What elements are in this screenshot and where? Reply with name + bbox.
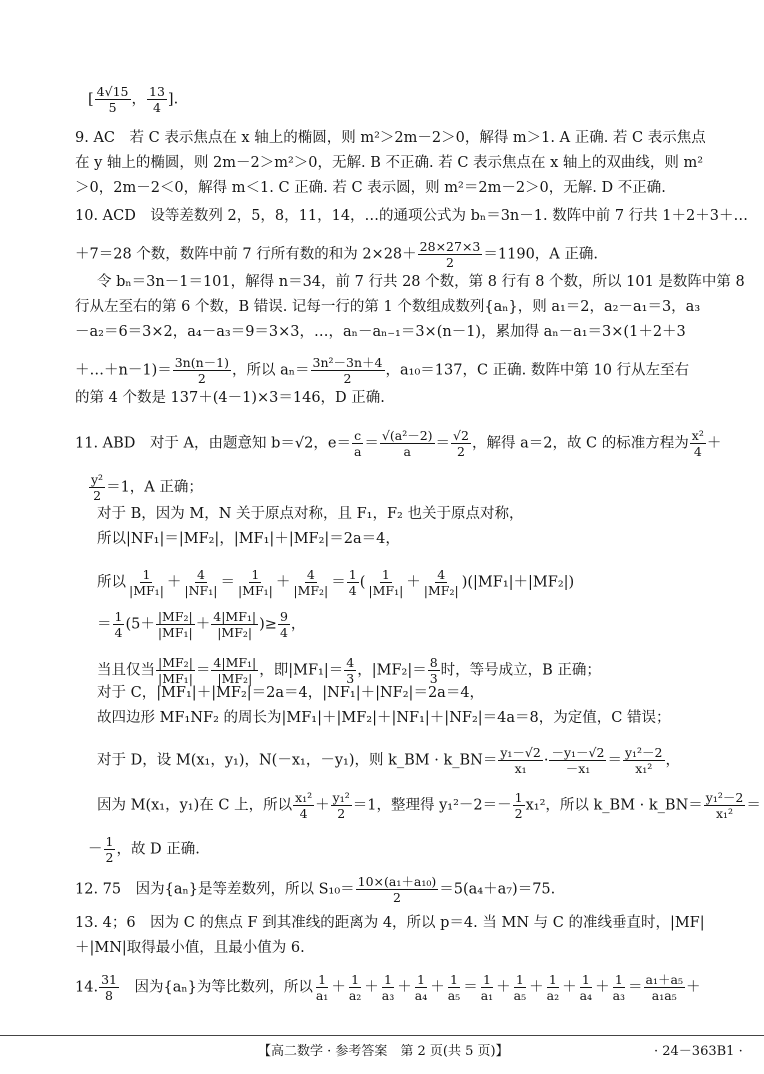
fraction: $\frac{4√15}{5}$ [96,84,129,115]
fraction: $\frac{1}{4}$ [348,567,357,598]
q11-line-5: 所以 $\frac{1}{\text{|MF₁|}}$ ＋ $\frac{4}{\text{|NF₁|}}$ ＝ $\frac{1}{\text{|MF₁|}}$ ＋ $\frac{4}{\text{|MF₂|}}$ ＝ $\frac{1}{4}$ ( $\frac{1}{\text{|MF₁|}}$ ＋ $\frac{4}{\text{|MF₂|}}$ )(|MF₁|＋|MF₂|) [97,567,575,598]
q11-line-10: 对于 D，设 M(x₁，y₁)，N(－x₁，－y₁)，则 k_BM · k_BN＝ $\frac{\text{y₁－√2}}{\text{x₁}}$ · $\frac{\text{－y₁－√2}}{\text{－x₁}}$ ＝ $\frac{\text{y₁²－2}}{\text{x₁²}}$ ， [97,745,681,776]
fraction: $\frac{4}{\text{|MF₂|}}$ [293,567,329,598]
fraction: $\frac{1}{\text{|MF₁|}}$ [129,567,164,598]
fraction: $\frac{4}{3}$ [346,655,355,686]
q9-line-2: 在 y 轴上的椭圆，则 2m－2＞m²＞0，无解. B 不正确. 若 C 表示焦点在 x 轴上的双曲线，则 m² [75,155,704,171]
fraction: $\frac{1}{\text{|MF₁|}}$ [368,567,404,598]
footer-code: · 24－363B1 · [654,1044,743,1059]
q11-line-3: 对于 B，因为 M，N 关于原点对称，且 F₁，F₂ 也关于原点对称， [97,506,524,522]
footer-title: 【高二数学 · 参考答案 第 2 页(共 5 页)】 [258,1044,509,1059]
fraction: $\frac{\text{10×(a₁＋a₁₀)}}{2}$ [357,874,437,905]
fraction: $\frac{4}{\text{|NF₁|}}$ [184,567,218,598]
fraction: $\frac{3n(n-1)}{2}$ [174,355,229,386]
q13-line-2: ＋|MN|取得最小值，且最小值为 6. [75,940,305,956]
fraction: $\frac{\text{4|MF₁|}}{\text{|MF₂|}}$ [213,609,257,640]
q14-line: 14. $\frac{31}{8}$ 因为{aₙ}为等比数列，所以 $\frac{1}{\text{a₁}}$ ＋ $\frac{1}{\text{a₂}}$ ＋ $\frac{1}{\text{a₃}}$ ＋ $\frac{1}{\text{a₄}}$ ＋ $\frac{1}{\text{a₅}}$ ＝ $\frac{1}{\text{a₁}}$ ＋ $\frac{1}{\text{a₅}}$ ＋ $\frac{1}{\text{a₂}}$ ＋ $\frac{1}{\text{a₄}}$ ＋ $\frac{1}{\text{a₃}}$ ＝ $\frac{\text{a₁＋a₅}}{\text{a₁a₅}}$ ＋ [75,972,701,1003]
fraction: $\frac{\text{y₁²}}{2}$ [332,790,350,821]
q11-line-8: 对于 C，|MF₁|＋|MF₂|＝2a＝4，|NF₁|＋|NF₂|＝2a＝4， [97,685,485,701]
q10-line-2: ＋7＝28 个数，数阵中前 7 行所有数的和为 2×28＋ $\frac{28\times 27\times 3}{2}$ ＝1190，A 正确. [75,239,598,270]
fraction: $\frac{\text{x²}}{4}$ [691,428,704,459]
text: [ [88,91,94,108]
fraction: $\frac{31}{8}$ [101,972,117,1003]
fraction: $\frac{\text{|MF₂|}}{\text{|MF₁|}}$ [157,609,193,640]
q10-line-6: ＋…＋n－1)＝ $\frac{3n(n-1)}{2}$ ，所以 aₙ＝ $\frac{\text{3n²－3n＋4}}{2}$ ，a₁₀＝137，C 正确. 数阵中第 10 行从左至右 [75,355,690,386]
q11-line-12: － $\frac{1}{2}$ ，故 D 正确. [88,834,200,865]
fraction: $\frac{c}{a}$ [353,428,362,459]
q10-line-1: 10. ACD 设等差数列 2，5，8，11，14，…的通项公式为 bₙ＝3n－1. 数阵中前 7 行共 1＋2＋3＋… [75,208,748,224]
fraction: $\frac{1}{2}$ [514,790,523,821]
fraction: $\frac{28\times 27\times 3}{2}$ [419,239,481,270]
fraction: $\frac{\text{3n²－3n＋4}}{2}$ [312,355,383,386]
fraction: $\frac{√2}{2}$ [453,428,469,459]
fraction: $\frac{1}{2}$ [105,834,114,865]
q11-line-7: 当且仅当 $\frac{\text{|MF₂|}}{\text{|MF₁|}}$ ＝ $\frac{\text{4|MF₁|}}{\text{|MF₂|}}$ ，即|MF₁|＝ $\frac{4}{3}$ ，|MF₂|＝ $\frac{8}{3}$ 时，等号成立，B 正确； [97,655,601,686]
fraction: $\frac{\text{y²}}{2}$ [91,472,104,503]
fraction: $\frac{4}{\text{|MF₂|}}$ [423,567,459,598]
q9-line-3: ＞0，2m－2＜0，解得 m＜1. C 正确. 若 C 表示圆，则 m²＝2m－2＞0，无解. D 不正确. [75,180,666,196]
answer-line: [ $\frac{4√15}{5}$ ， $\frac{13}{4}$ ]. [88,84,179,115]
q10-line-4: 行从左至右的第 6 个数，B 错误. 记每一行的第 1 个数组成数列{aₙ}，则 a₁＝2，a₂－a₁＝3，a₃ [75,299,701,315]
fraction: $\frac{13}{4}$ [149,84,165,115]
q10-line-7: 的第 4 个数是 137＋(4－1)×3＝146，D 正确. [75,390,385,406]
q11-line-1: 11. ABD 对于 A，由题意知 b＝√2，e＝ $\frac{c}{a}$ ＝ $\frac{\text{√(a²－2)}}{a}$ ＝ $\frac{√2}{2}$ ，解得 a＝2，故 C 的标准方程为 $\frac{\text{x²}}{4}$ ＋ [75,428,722,459]
fraction: $\frac{9}{4}$ [279,609,288,640]
q13-line-1: 13. 4；6 因为 C 的焦点 F 到其准线的距离为 4，所以 p＝4. 当 MN 与 C 的准线垂直时，|MF| [75,915,705,931]
q11-line-2: $\frac{\text{y²}}{2}$ ＝1，A 正确； [91,472,203,503]
fraction: $\frac{\text{|MF₂|}}{\text{|MF₁|}}$ [158,655,193,686]
fraction: $\frac{\text{y₁²－2}}{\text{x₁²}}$ [624,745,663,776]
fraction: $\frac{1}{\text{|MF₁|}}$ [237,567,273,598]
fraction: $\frac{\text{x₁²}}{4}$ [295,790,313,821]
q11-line-9: 故四边形 MF₁NF₂ 的周长为|MF₁|＋|MF₂|＋|NF₁|＋|NF₂|＝4a＝8，为定值，C 错误； [97,710,671,726]
q11-line-6: ＝ $\frac{1}{4}$ (5＋ $\frac{\text{|MF₂|}}{\text{|MF₁|}}$ ＋ $\frac{\text{4|MF₁|}}{\text{|MF₂|}}$ )≥ $\frac{9}{4}$ ， [97,609,306,640]
q11-line-4: 所以|NF₁|＝|MF₂|，|MF₁|＋|MF₂|＝2a＝4， [97,531,400,547]
fraction: $\frac{\text{－y₁－√2}}{\text{－x₁}}$ [551,745,605,776]
fraction: $\frac{\text{y₁－√2}}{\text{x₁}}$ [500,745,541,776]
q10-line-3: 令 bₙ＝3n－1＝101，解得 n＝34，前 7 行共 28 个数，第 8 行有 8 个数，所以 101 是数阵中第 8 [97,274,745,290]
fraction: $\frac{\text{4|MF₁|}}{\text{|MF₂|}}$ [213,655,257,686]
q9-line-1: 9. AC 若 C 表示焦点在 x 轴上的椭圆，则 m²＞2m－2＞0，解得 m＞1. A 正确. 若 C 表示焦点 [75,130,706,146]
q10-line-5: －a₂＝6＝3×2，a₄－a₃＝9＝3×3，…，aₙ－aₙ₋₁＝3×(n－1)，累加得 aₙ－a₁＝3×(1＋2＋3 [75,324,686,340]
q11-line-11: 因为 M(x₁，y₁)在 C 上，所以 $\frac{\text{x₁²}}{4}$ ＋ $\frac{\text{y₁²}}{2}$ ＝1，整理得 y₁²－2＝－ $\frac{1}{2}$ x₁²，所以 k_BM · k_BN＝ $\frac{\text{y₁²－2}}{\text{x₁²}}$ ＝ [97,790,761,821]
q12-line: 12. 75 因为{aₙ}是等差数列，所以 S₁₀＝ $\frac{\text{10×(a₁＋a₁₀)}}{2}$ ＝5(a₄＋a₇)＝75. [75,874,556,905]
fraction: $\frac{1}{4}$ [114,609,123,640]
fraction: $\frac{\text{y₁²－2}}{\text{x₁²}}$ [705,790,744,821]
fraction: $\frac{\text{√(a²－2)}}{a}$ [381,428,433,459]
fraction: $\frac{8}{3}$ [429,655,438,686]
page-footer [0,1035,764,1060]
